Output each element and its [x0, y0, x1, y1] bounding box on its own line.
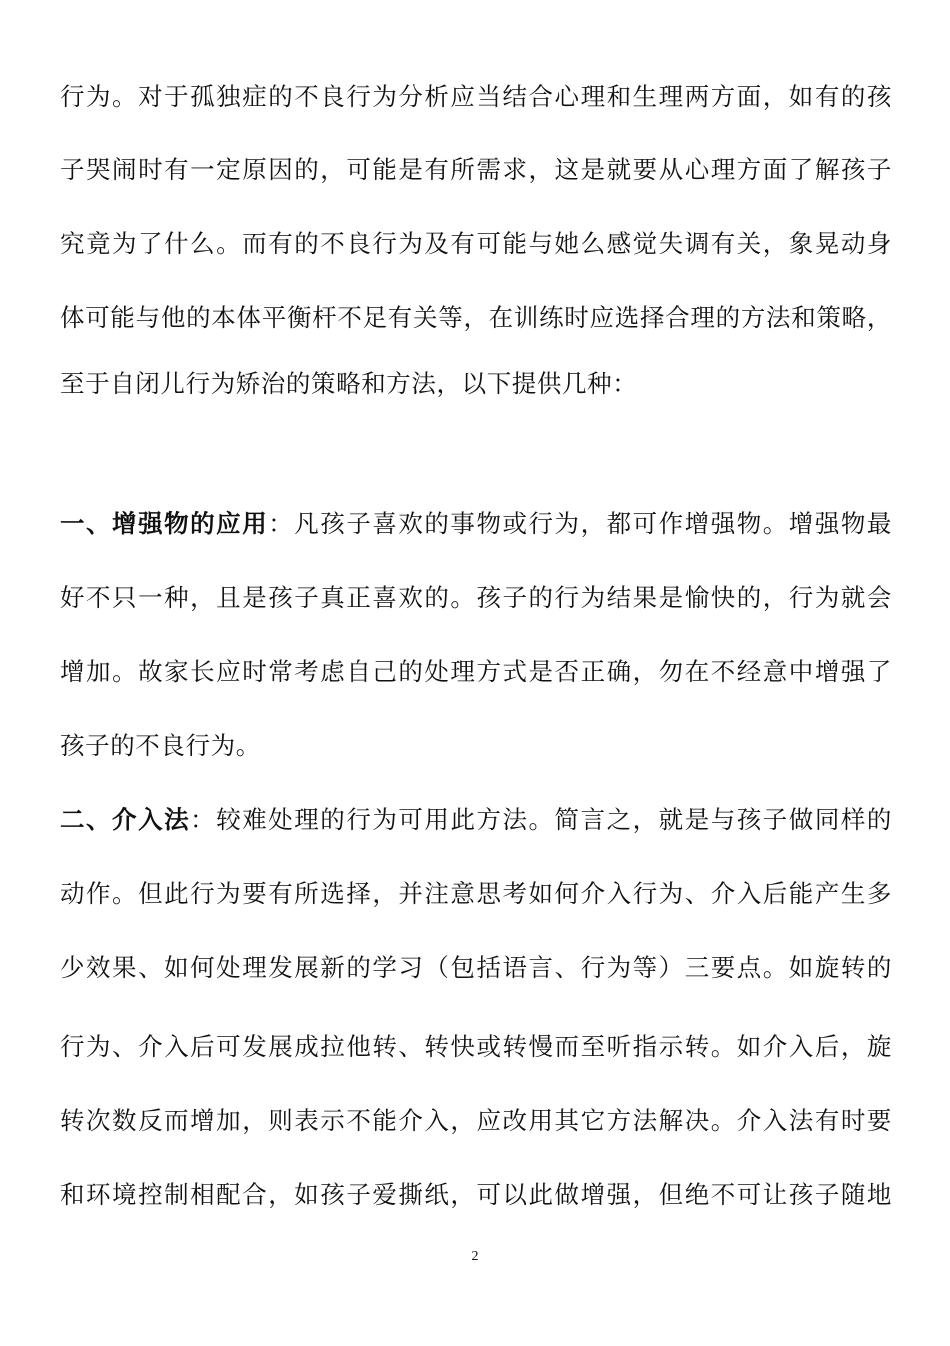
section-2-first-line — [60, 805, 892, 835]
body-text-line: 行为、介入后可发展成拉他转、转快或转慢而至听指示转。如介入后，旋 — [60, 1032, 892, 1061]
section-2-text: 较难处理的行为可用此方法。简言之，就是与孩子做同样的 — [216, 805, 892, 834]
section-2-colon: ： — [190, 805, 217, 834]
body-text-line: 和环境控制相配合，如孩子爱撕纸，可以此做增强，但绝不可让孩子随地 — [60, 1180, 892, 1209]
body-text-line: 增加。故家长应时常考虑自己的处理方式是否正确，勿在不经意中增强了 — [60, 657, 892, 686]
body-text-line: 究竟为了什么。而有的不良行为及有可能与她么感觉失调有关，象晃动身 — [60, 229, 892, 258]
body-text-line: 好不只一种，且是孩子真正喜欢的。孩子的行为结果是愉快的，行为就会 — [60, 583, 892, 612]
body-text-line: 动作。但此行为要有所选择，并注意思考如何介入行为、介入后能产生多 — [60, 879, 892, 908]
section-1-text: 凡孩子喜欢的事物或行为，都可作增强物。增强物最 — [294, 509, 892, 538]
body-text-line: 转次数反而增加，则表示不能介入，应改用其它方法解决。介入法有时要 — [60, 1106, 892, 1135]
section-1-first-line — [60, 509, 892, 539]
section-1-heading: 一、增强物的应用 — [60, 509, 269, 538]
body-text-line: 孩子的不良行为。 — [60, 731, 261, 760]
body-text-line: 体可能与他的本体平衡杆不足有关等，在训练时应选择合理的方法和策略， — [60, 303, 892, 332]
section-2-heading: 二、介入法 — [60, 805, 191, 834]
body-text-line: 行为。对于孤独症的不良行为分析应当结合心理和生理两方面，如有的孩 — [60, 82, 892, 111]
section-1-colon: ： — [268, 509, 295, 538]
page-number: 2 — [471, 1249, 479, 1264]
body-text-line: 至于自闭儿行为矫治的策略和方法，以下提供几种： — [60, 369, 638, 398]
body-text-line: 子哭闹时有一定原因的，可能是有所需求，这是就要从心理方面了解孩子 — [60, 155, 892, 184]
body-text-line: 少效果、如何处理发展新的学习（包括语言、行为等）三要点。如旋转的 — [60, 953, 892, 982]
